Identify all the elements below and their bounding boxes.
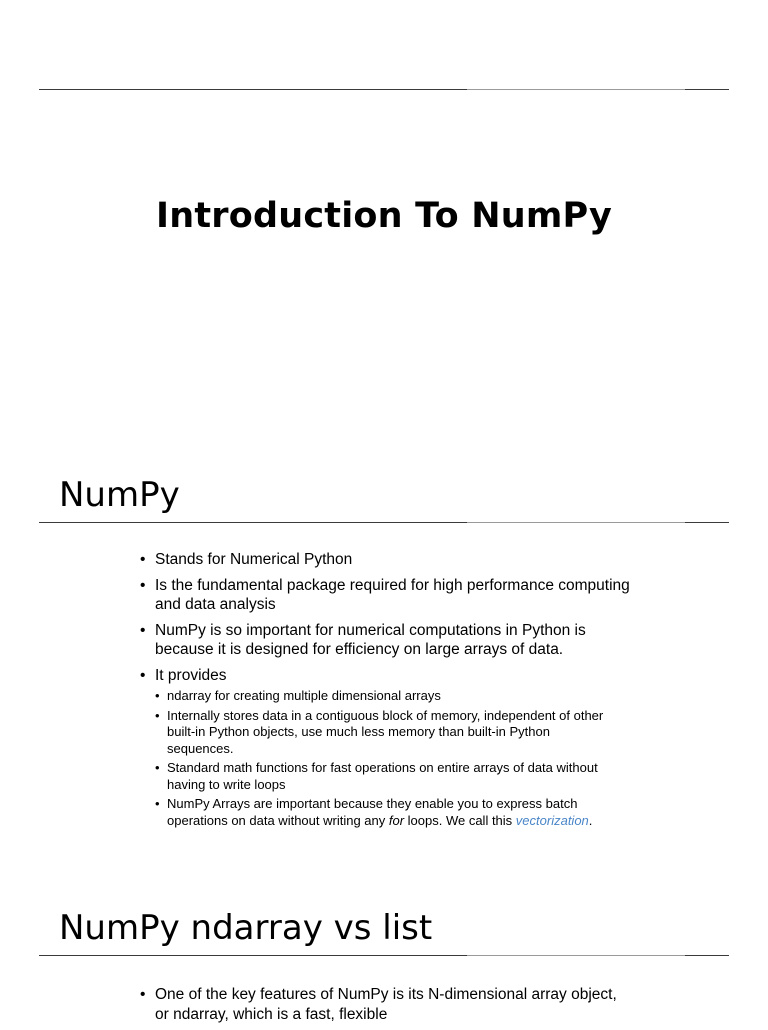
section-heading-numpy: NumPy xyxy=(59,475,180,515)
bullet-item: • NumPy is so important for numerical computations in Python is because it is designed for efficiency on large arrays of data. xyxy=(140,621,630,660)
bullet-item: • Stands for Numerical Python xyxy=(140,550,630,570)
slide-title: Introduction To NumPy xyxy=(155,196,613,236)
bullet-item: • It provides • ndarray for creating multiple dimensional arrays • Internally stores data in a contiguous block of memory, independent of other built-in Python objects, use much less memory than built-in Python sequences. • Standard math functions for fast operations on entire arrays of data without having to write loops • NumPy Arrays are important because they enable you to express batch operations on data without writing any for loops. We call this vectorization. xyxy=(140,666,630,830)
ndarray-bullet-list xyxy=(140,985,630,1030)
sub-bullet-item: • NumPy Arrays are important because they enable you to express batch operations on data without writing any for loops. We call this vectorization. xyxy=(155,796,615,829)
vectorization-link[interactable]: vectorization xyxy=(515,812,589,828)
sub-bullet-list xyxy=(155,688,615,829)
sub-bullet-item: • Standard math functions for fast operations on entire arrays of data without having to write loops xyxy=(155,760,615,793)
numpy-bullet-list xyxy=(140,550,630,835)
italic-for: for xyxy=(388,812,405,828)
slide-divider xyxy=(39,522,729,523)
sub-bullet-item: • Internally stores data in a contiguous block of memory, independent of other built-in Python objects, use much less memory than built-in Python sequences. xyxy=(155,708,615,758)
sub-bullet-item: • ndarray for creating multiple dimensional arrays xyxy=(155,688,615,705)
slide-divider xyxy=(39,955,729,956)
section-heading-ndarray-vs-list: NumPy ndarray vs list xyxy=(59,908,433,948)
bullet-item: • Is the fundamental package required for high performance computing and data analysis xyxy=(140,576,630,615)
bullet-item: • One of the key features of NumPy is its N-dimensional array object, or ndarray, which is a fast, flexible xyxy=(140,985,630,1024)
slide-divider xyxy=(39,89,729,90)
